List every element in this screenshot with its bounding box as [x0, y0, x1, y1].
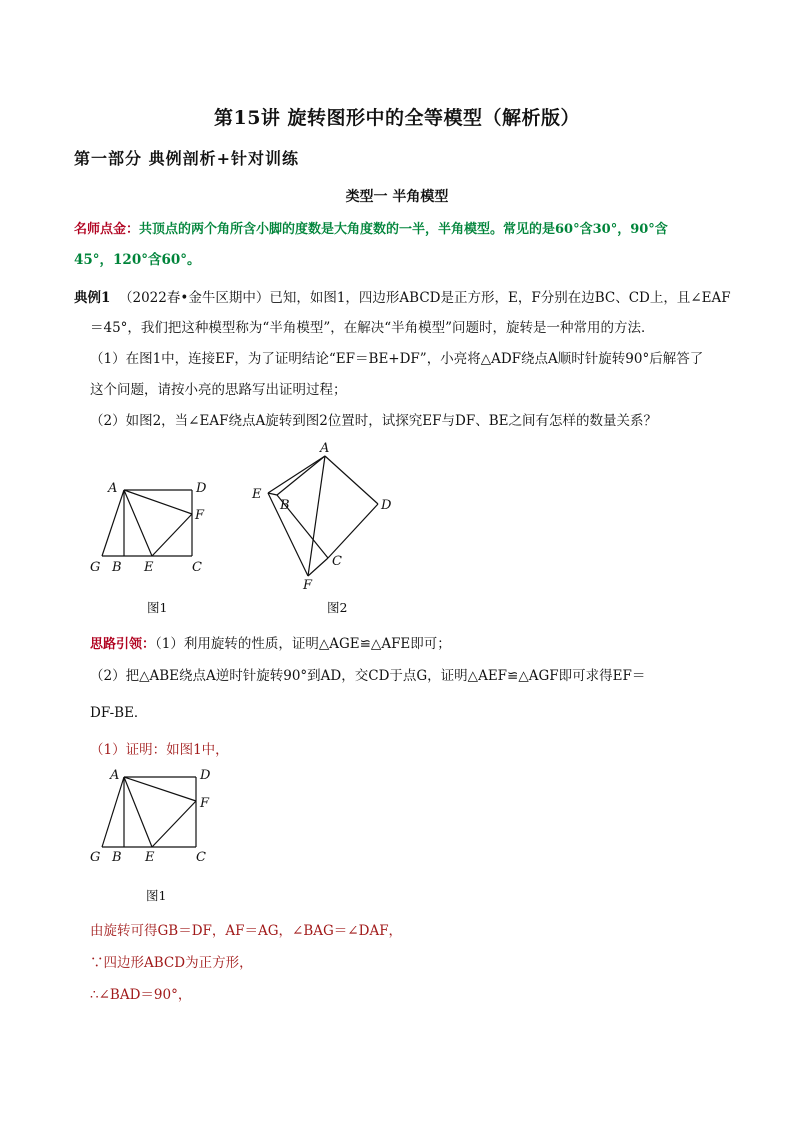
figure1-diagram [84, 470, 214, 580]
fig2-label-D: D [381, 498, 392, 513]
sol-fig-label-C: C [196, 850, 206, 865]
fig2-label-E: E [252, 487, 262, 502]
fig1-seg-AF [124, 490, 192, 514]
fig1-label-B: B [112, 560, 122, 575]
fig2-seg-AD [325, 456, 378, 504]
question1-line1: （1）在图1中，连接EF，为了证明结论“EF＝BE+DF”，小亮将△ADF绕点A顺时针旋转90°后解答了 [90, 351, 704, 367]
sol-fig-seg-AF [124, 777, 196, 801]
solution-step3: ∴∠BAD＝90°， [90, 987, 192, 1003]
example-line1 [74, 286, 731, 306]
teacher-tip-label: 名师点金： [74, 222, 140, 237]
fig1-label-F: F [195, 508, 205, 523]
solution-figure-diagram [84, 757, 214, 867]
fig2-label-B: B [280, 498, 290, 513]
fig1-label-G: G [90, 560, 101, 575]
fig2-seg-AB [277, 456, 325, 495]
figure1-caption: 图1 [147, 600, 168, 615]
part-heading: 第一部分 典例剖析+针对训练 [74, 149, 299, 168]
hint-line1 [90, 632, 451, 652]
page-title: 第15讲 旋转图形中的全等模型（解析版） [213, 107, 581, 129]
solution-step2: ∵四边形ABCD为正方形， [90, 955, 253, 971]
question2: （2）如图2，当∠EAF绕点A旋转到图2位置时，试探究EF与DF、BE之间有怎样的数量关系？ [90, 413, 657, 429]
sol-fig-label-E: E [145, 850, 155, 865]
fig2-seg-AE [268, 456, 325, 493]
hint-label: 思路引领： [90, 637, 156, 652]
solution-step1: 由旋转可得GB＝DF，AF＝AG，∠BAG＝∠DAF， [90, 923, 403, 939]
sol-fig-seg-AG [102, 777, 124, 847]
fig2-seg-CF [308, 558, 328, 576]
teacher-tip-text1: 共顶点的两个角所含小脚的度数是大角度数的一半，半角模型。常见的是60°含30°，90°含 [139, 222, 668, 237]
sol-fig-label-A: A [110, 768, 120, 783]
fig2-seg-DC [328, 504, 378, 558]
fig1-seg-AG [102, 490, 124, 556]
fig1-label-C: C [192, 560, 202, 575]
sol-fig-label-B: B [112, 850, 122, 865]
question1-line2: 这个问题，请按小亮的思路写出证明过程； [90, 382, 347, 398]
hint-text1: （1）利用旋转的性质，证明△AGE≌△AFE即可； [155, 636, 451, 652]
example-line2: ＝45°，我们把这种模型称为“半角模型”，在解决“半角模型”问题时，旋转是一种常用的方法． [90, 320, 655, 336]
fig2-label-F: F [303, 578, 313, 593]
teacher-tip-line1 [74, 218, 668, 237]
sol-fig-label-F: F [200, 796, 210, 811]
fig1-label-D: D [196, 481, 207, 496]
type-heading: 类型一 半角模型 [345, 189, 449, 205]
example-label: 典例1 [74, 290, 111, 306]
fig1-seg-AE [124, 490, 152, 556]
teacher-tip-line2: 45°，120°含60°。 [74, 252, 201, 268]
sol-fig-label-D: D [200, 768, 211, 783]
fig1-label-A: A [108, 481, 118, 496]
fig1-seg-EF [152, 514, 192, 556]
figure2-caption: 图2 [327, 600, 348, 615]
sol-fig-seg-AE [124, 777, 152, 847]
fig2-label-A: A [320, 441, 330, 456]
hint-line2: （2）把△ABE绕点A逆时针旋转90°到AD，交CD于点G，证明△AEF≌△AGF即可求得EF＝ [90, 668, 646, 684]
fig1-label-E: E [144, 560, 154, 575]
solution-figure-caption: 图1 [146, 888, 167, 903]
fig2-label-C: C [332, 554, 342, 569]
solution-line1: （1）证明：如图1中， [90, 742, 229, 758]
hint-line3: DF-BE． [90, 705, 148, 721]
fig2-seg-AF [308, 456, 325, 576]
figure2-diagram [246, 438, 396, 593]
sol-fig-seg-EF [152, 801, 196, 847]
sol-fig-label-G: G [90, 850, 101, 865]
example-text1: （2022春•金牛区期中）已知，如图1，四边形ABCD是正方形，E，F分别在边BC、CD上，且∠EAF [119, 290, 731, 306]
